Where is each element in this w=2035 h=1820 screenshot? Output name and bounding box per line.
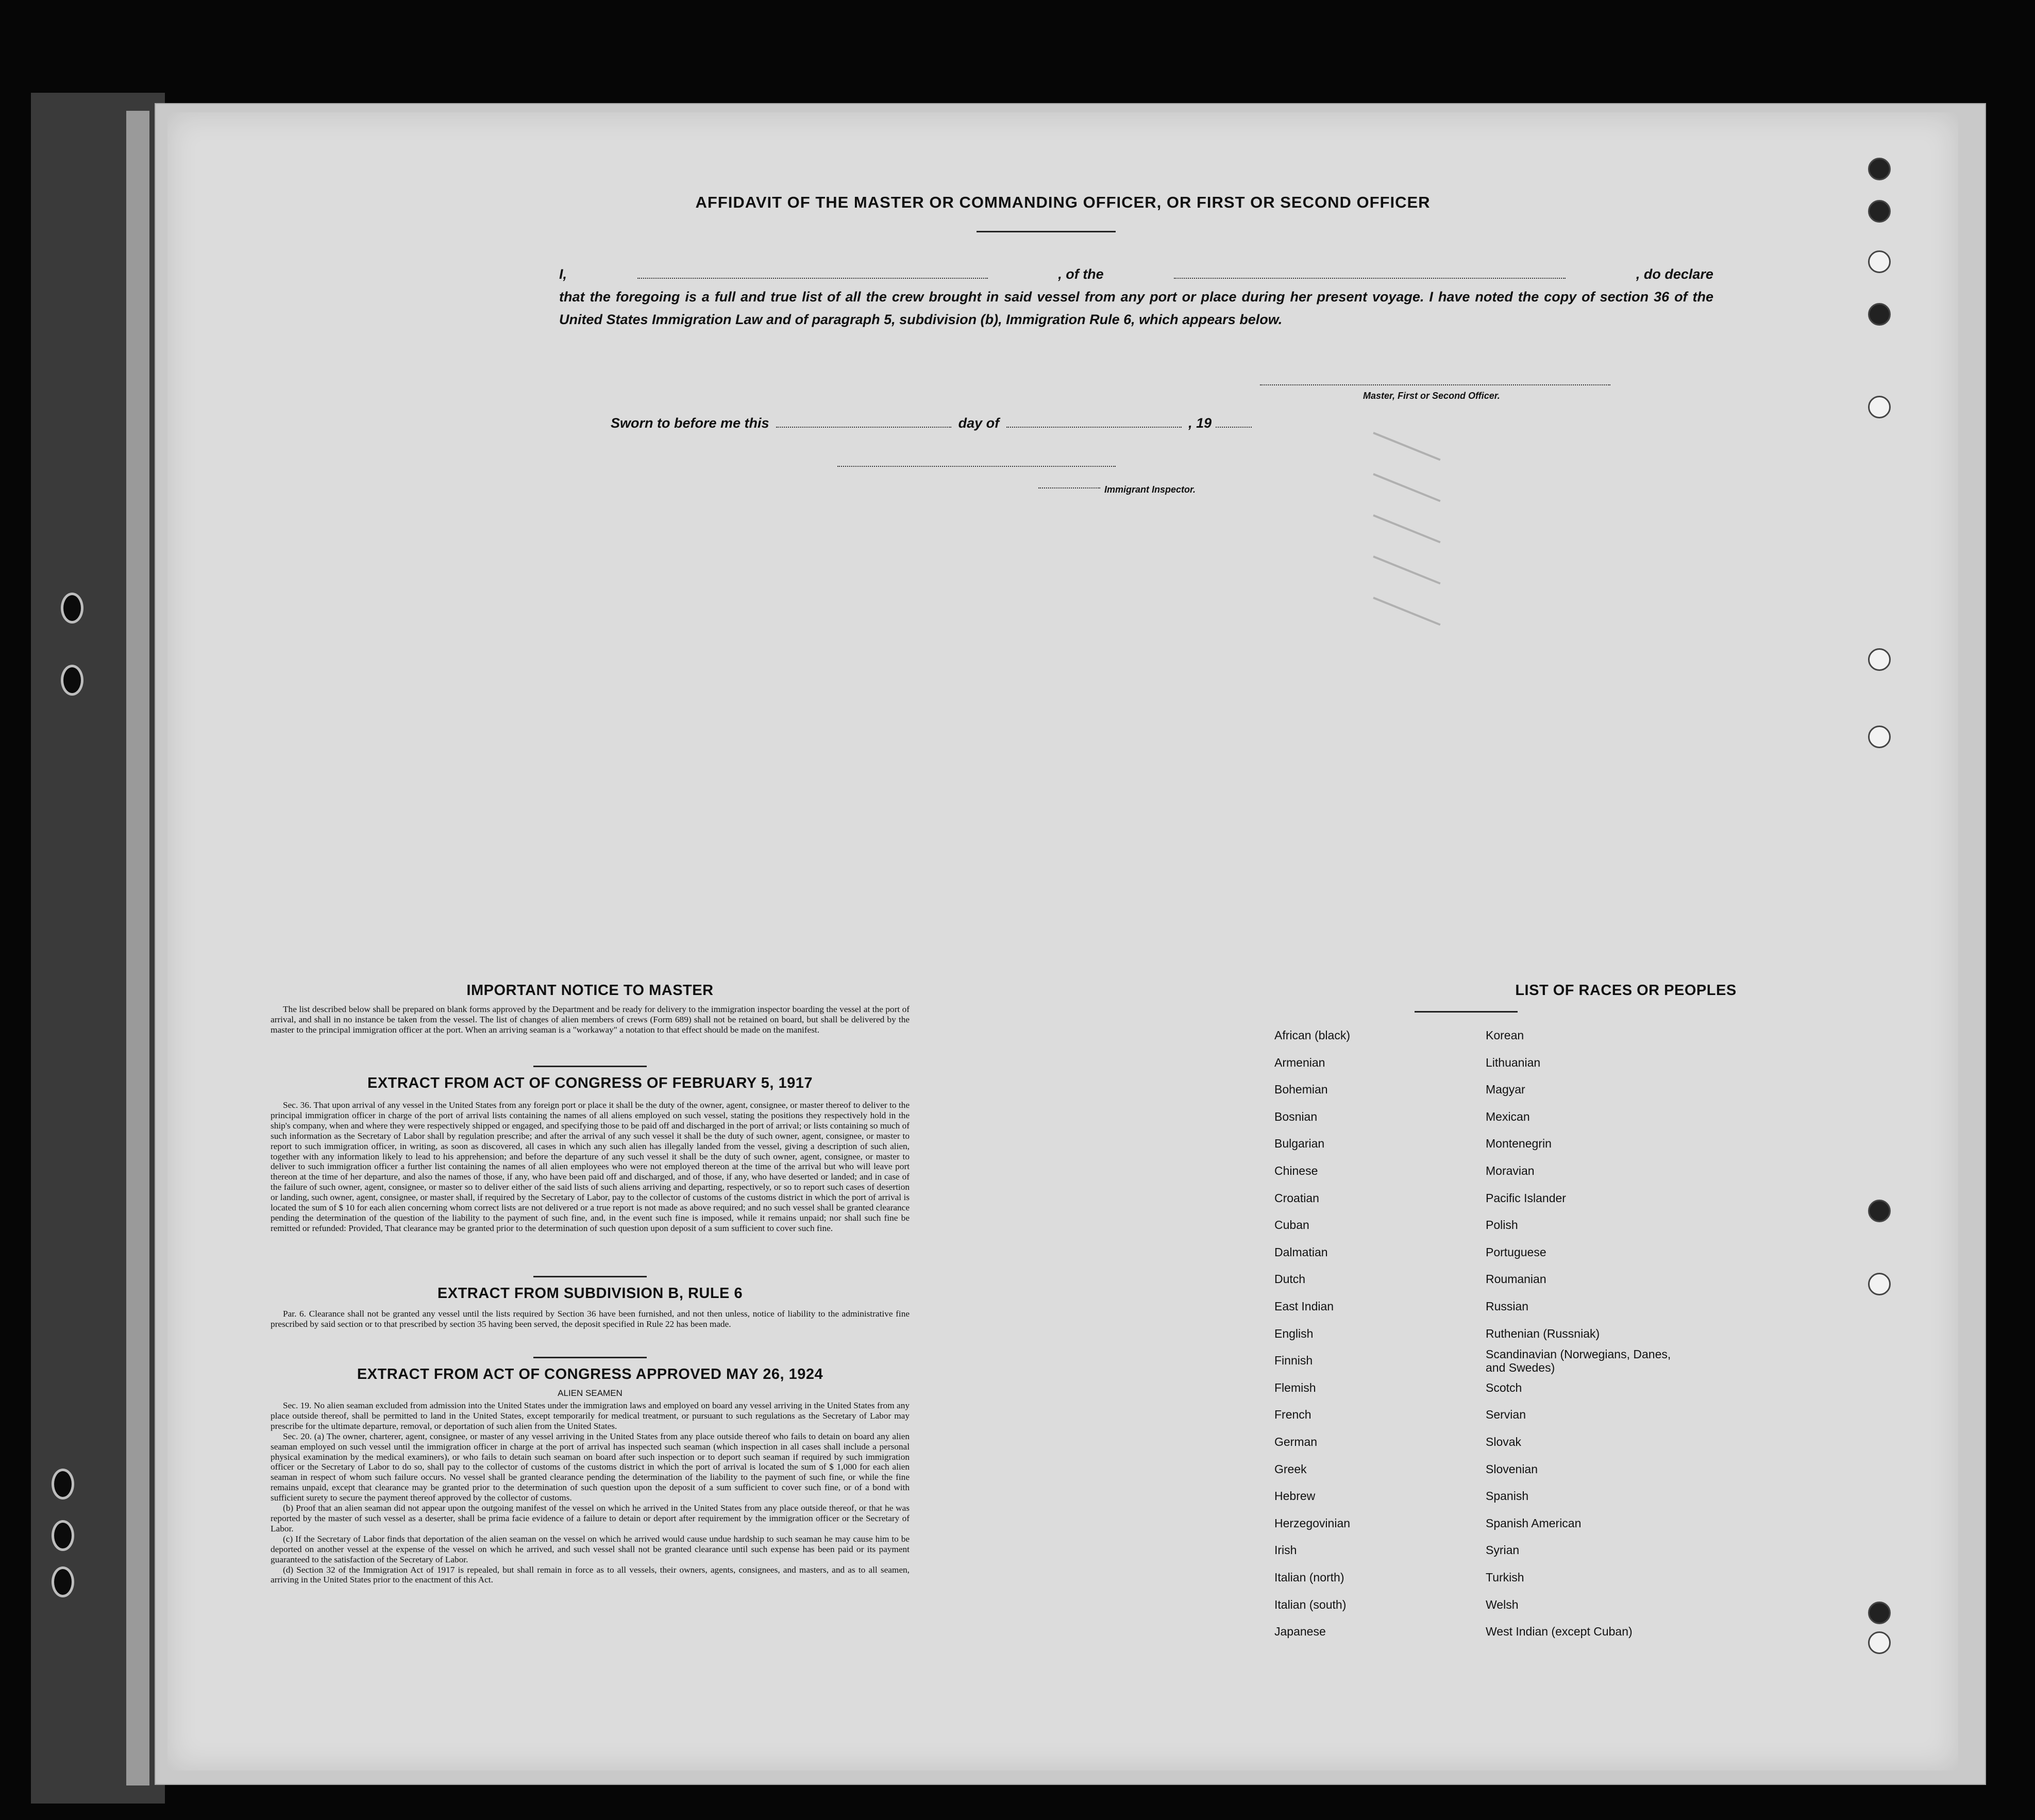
race-item: Mexican <box>1486 1109 1530 1123</box>
master-signature-line[interactable] <box>1260 384 1610 385</box>
extract-1917-paragraph: Sec. 36. That upon arrival of any vessel in the United States from any foreign port or place it shall be the duty of the owner, agent, consignee, or master thereof to deliver to the principal immigration officer in charge of the port of arrival lists containing the names of all aliens employed on such vessel, stating the positions they respectively hold in the ship's company, when and where they were respectively shipped or engaged, and specifying those to be paid off and discharged in the port of arrival; or lists containing so much of such information as the Secretary of Labor shall by regulation prescribe; and after the arrival of any such vessel it shall be the duty of such owner, agent, consignee, or master to report to such immigration officer, in writing, as soon as discovered, all cases in which any such alien has illegally landed from the vessel, giving a description of such alien, together with any information likely to lead to his apprehension; and before the departure of any such vessel it shall be the duty of such owner, agent, consignee, or master to deliver to such immigration officer a further list containing the names of all alien employees who were not employed thereon at the time of the arrival but who will leave port thereon at the time of her departure, and also the names of those, if any, who have been paid off and discharged, and of those, if any, who have deserted or landed; and in case of the failure of such owner, agent, consignee, or master so to deliver either of the said lists of such aliens arriving and departing, respectively, or so to report such cases of desertion or landing, such owner, agent, consignee, or master shall, if required by the Secretary of Labor, pay to the collector of customs of the customs district in which the port of arrival is located the sum of $ 10 for each alien concerning whom correct lists are not delivered or a true report is not made as above required; and no such vessel shall be granted clearance pending the determination of the question of the liability to the payment of such fine, and, in the event such fine is imposed, while it remains unpaid; nor shall such fine be remitted or refunded: Provided, That clearance may be granted prior to the determination of such question upon deposit of a sum sufficient to cover such fine. <box>271 1100 910 1233</box>
race-item: African (black) <box>1274 1029 1350 1042</box>
section-rule <box>533 1357 647 1358</box>
extract-1924-paragraph: Sec. 19. No alien seaman excluded from admission into the United States under the immigration laws and employed on board any vessel arriving in the United States from any place outside thereof, shall be permitted to land in the United States, except temporarily for medical treatment, or pursuant to such regulations as the Secretary of Labor may prescribe for the ultimate departure, removal, or deportation of such alien from the United States. <box>271 1401 910 1431</box>
race-item: Cuban <box>1274 1218 1309 1232</box>
race-item: Armenian <box>1274 1055 1325 1069</box>
extract-1924-paragraph: (b) Proof that an alien seaman did not appear upon the outgoing manifest of the vessel on which he arrived in the United States from any place outside thereof, or that he was reported by the master of such vessel as a deserter, shall be prima facie evidence of a failure to detain or deport after requirement by the immigration officer or the Secretary of Labor. <box>271 1503 910 1533</box>
race-item: Dutch <box>1274 1272 1306 1286</box>
fold-mark <box>1373 555 1440 584</box>
punch-hole <box>1868 303 1891 326</box>
title-rule <box>977 231 1116 232</box>
race-item: Roumanian <box>1486 1272 1546 1286</box>
race-item: Polish <box>1486 1218 1518 1232</box>
extract-rule6-paragraph: Par. 6. Clearance shall not be granted any vessel until the lists required by Section 36 have been furnished, and not then unless, notice of liability to the administrative fine prescribed by said section or to that prescribed by section 35 having been served, the deposit specified in Rule 22 has been made. <box>271 1309 910 1329</box>
of-the-label: , of the <box>1058 266 1104 282</box>
extract-1924-subtitle: ALIEN SEAMEN <box>558 1388 623 1398</box>
punch-hole <box>1868 648 1891 671</box>
punch-hole <box>1868 250 1891 273</box>
fold-mark <box>1373 514 1440 543</box>
race-item: Chinese <box>1274 1164 1318 1177</box>
race-item: Magyar <box>1486 1083 1525 1097</box>
race-item: Scandinavian (Norwegians, Danes, and Swedes) <box>1486 1347 1671 1374</box>
extract-rule6-title: EXTRACT FROM SUBDIVISION B, RULE 6 <box>437 1285 743 1302</box>
race-item: Dalmatian <box>1274 1245 1328 1259</box>
race-item: Welsh <box>1486 1597 1519 1611</box>
race-item: Scotch <box>1486 1380 1522 1394</box>
race-item: Bohemian <box>1274 1083 1328 1097</box>
race-item: Turkish <box>1486 1571 1524 1584</box>
binder-hole <box>52 1469 74 1499</box>
punch-hole <box>1868 1602 1891 1624</box>
race-item: Japanese <box>1274 1625 1326 1639</box>
fold-mark <box>1373 432 1440 461</box>
race-item: Hebrew <box>1274 1489 1316 1503</box>
extract-1924-paragraph: Sec. 20. (a) The owner, charterer, agent, consignee, or master of any vessel arriving in the United States from any place outside thereof who fails to detain on board any alien seaman employed on such vessel until the immigration officer in charge at the port of arrival has inspected such seaman (which inspection in all cases shall include a personal physical examination by the medical examiners), or who fails to detain such seaman on board after such inspection or to deport such seaman if required by such immigration officer or the Secretary of Labor to do so, shall pay to the collector of customs of the customs district in which the port of arrival is located the sum of $ 1,000 for each alien seaman in respect of whom such failure occurs. No vessel shall be granted clearance pending the determination of the liability to the payment of such fine, or while the fine remains unpaid, except that clearance may be granted prior to the determination of such question upon the deposit of a sum sufficient to cover such fine, or of a bond with sufficient surety to secure the payment thereof approved by the collector of customs. <box>271 1431 910 1503</box>
race-item: Herzegovinian <box>1274 1516 1351 1530</box>
race-item: West Indian (except Cuban) <box>1486 1625 1633 1639</box>
binder-hole <box>61 593 83 623</box>
race-item: Lithuanian <box>1486 1055 1541 1069</box>
race-item: Syrian <box>1486 1543 1520 1557</box>
race-item: Slovak <box>1486 1435 1522 1448</box>
race-item: Portuguese <box>1486 1245 1546 1259</box>
race-item: Montenegrin <box>1486 1137 1552 1151</box>
month-blank[interactable] <box>1006 415 1182 428</box>
race-item: Bulgarian <box>1274 1137 1325 1151</box>
affidavit-body: that the foregoing is a full and true list of all the crew brought in said vessel from any port or place during her present voyage. I have noted the copy of section 36 of the United States Immigration Law and of paragraph 5, subdivision (b), Immigration Rule 6, which appears below. <box>559 289 1713 327</box>
day-blank[interactable] <box>776 415 951 428</box>
race-item: Greek <box>1274 1462 1307 1476</box>
extract-rule6-text <box>271 1309 910 1329</box>
master-caption: Master, First or Second Officer. <box>1363 391 1500 401</box>
section-rule <box>533 1066 647 1067</box>
race-item: Pacific Islander <box>1486 1191 1566 1205</box>
binder-hole <box>52 1520 74 1551</box>
race-item: Flemish <box>1274 1380 1316 1394</box>
notice-text <box>271 1004 910 1035</box>
punch-hole <box>1868 158 1891 180</box>
race-item: German <box>1274 1435 1318 1448</box>
race-item: Servian <box>1486 1408 1526 1422</box>
fold-mark <box>1373 597 1440 626</box>
race-item: Irish <box>1274 1543 1297 1557</box>
race-item: Russian <box>1486 1300 1529 1313</box>
race-item: Spanish American <box>1486 1516 1582 1530</box>
affidavit-title: AFFIDAVIT OF THE MASTER OR COMMANDING OFFICER, OR FIRST OR SECOND OFFICER <box>695 193 1431 211</box>
fold-mark <box>1373 473 1440 502</box>
race-item: French <box>1274 1408 1311 1422</box>
punch-hole <box>1868 726 1891 748</box>
race-item: Bosnian <box>1274 1109 1318 1123</box>
name-blank[interactable] <box>637 266 988 279</box>
sworn-label: Sworn to before me this <box>611 415 769 431</box>
race-item: English <box>1274 1326 1314 1340</box>
inspector-caption: Immigrant Inspector. <box>1104 484 1196 495</box>
extract-1924-paragraph: (c) If the Secretary of Labor finds that deportation of the alien seaman on the vessel on which he arrived would cause undue hardship to such seaman he may cause him to be deported on another vessel at the expense of the vessel on which he arrived, and such vessel shall not be granted clearance until such expense has been paid or its payment guaranteed to the satisfaction of the Secretary of Labor. <box>271 1533 910 1564</box>
race-item: Croatian <box>1274 1191 1319 1205</box>
race-item: Italian (south) <box>1274 1597 1347 1611</box>
vessel-blank[interactable] <box>1174 266 1566 279</box>
binder-hole <box>61 665 83 696</box>
race-item: Slovenian <box>1486 1462 1538 1476</box>
year-label: , 19 <box>1188 415 1212 431</box>
races-title: LIST OF RACES OR PEOPLES <box>1515 982 1737 999</box>
affidavit-statement <box>559 263 1713 331</box>
extract-1917-title: EXTRACT FROM ACT OF CONGRESS OF FEBRUARY 5, 1917 <box>367 1075 813 1091</box>
punch-hole <box>1868 396 1891 418</box>
extract-1924-paragraph: (d) Section 32 of the Immigration Act of 1917 is repealed, but shall remain in force as to all vessels, their owners, agents, consignees, and masters, and as to all seamen, arriving in the United States prior to the enactment of this Act. <box>271 1564 910 1585</box>
punch-hole <box>1868 1631 1891 1654</box>
inspector-lead-dots <box>1038 487 1100 488</box>
race-item: East Indian <box>1274 1300 1334 1313</box>
race-item: Finnish <box>1274 1354 1313 1368</box>
race-item: Korean <box>1486 1029 1524 1042</box>
binder-hole <box>52 1566 74 1597</box>
extract-1924-text <box>271 1401 910 1585</box>
inspector-signature-line[interactable] <box>837 466 1116 467</box>
punch-hole <box>1868 1200 1891 1222</box>
do-declare-label: , do declare <box>1636 266 1713 282</box>
extract-1917-text <box>271 1100 910 1234</box>
extract-1924-title: EXTRACT FROM ACT OF CONGRESS APPROVED MAY 26, 1924 <box>357 1366 823 1383</box>
race-item: Ruthenian (Russniak) <box>1486 1326 1600 1340</box>
punch-hole <box>1868 1273 1891 1295</box>
binder-edge <box>126 111 149 1785</box>
race-item: Spanish <box>1486 1489 1529 1503</box>
notice-paragraph: The list described below shall be prepared on blank forms approved by the Department and be ready for delivery to the immigration inspector boarding the vessel at the port of arrival, and shall in no instance be taken from the vessel. The list of changes of alien members of crews (Form 689) shall not be retained on board, but shall be delivered by the master to the principal immigration officer at the port. When an arriving seaman is a "workaway" a notation to that effect should be made on the manifest. <box>271 1004 910 1035</box>
race-item: Moravian <box>1486 1164 1535 1177</box>
notice-title: IMPORTANT NOTICE TO MASTER <box>466 982 714 999</box>
day-of-label: day of <box>958 415 1000 431</box>
year-blank[interactable] <box>1216 415 1252 428</box>
races-title-rule <box>1415 1011 1518 1013</box>
form-page <box>167 112 1958 1771</box>
sworn-line <box>611 415 1252 431</box>
race-item: Italian (north) <box>1274 1571 1344 1584</box>
affidavit-first-line <box>559 263 1713 285</box>
i-label: I, <box>559 266 567 282</box>
section-rule <box>533 1276 647 1277</box>
